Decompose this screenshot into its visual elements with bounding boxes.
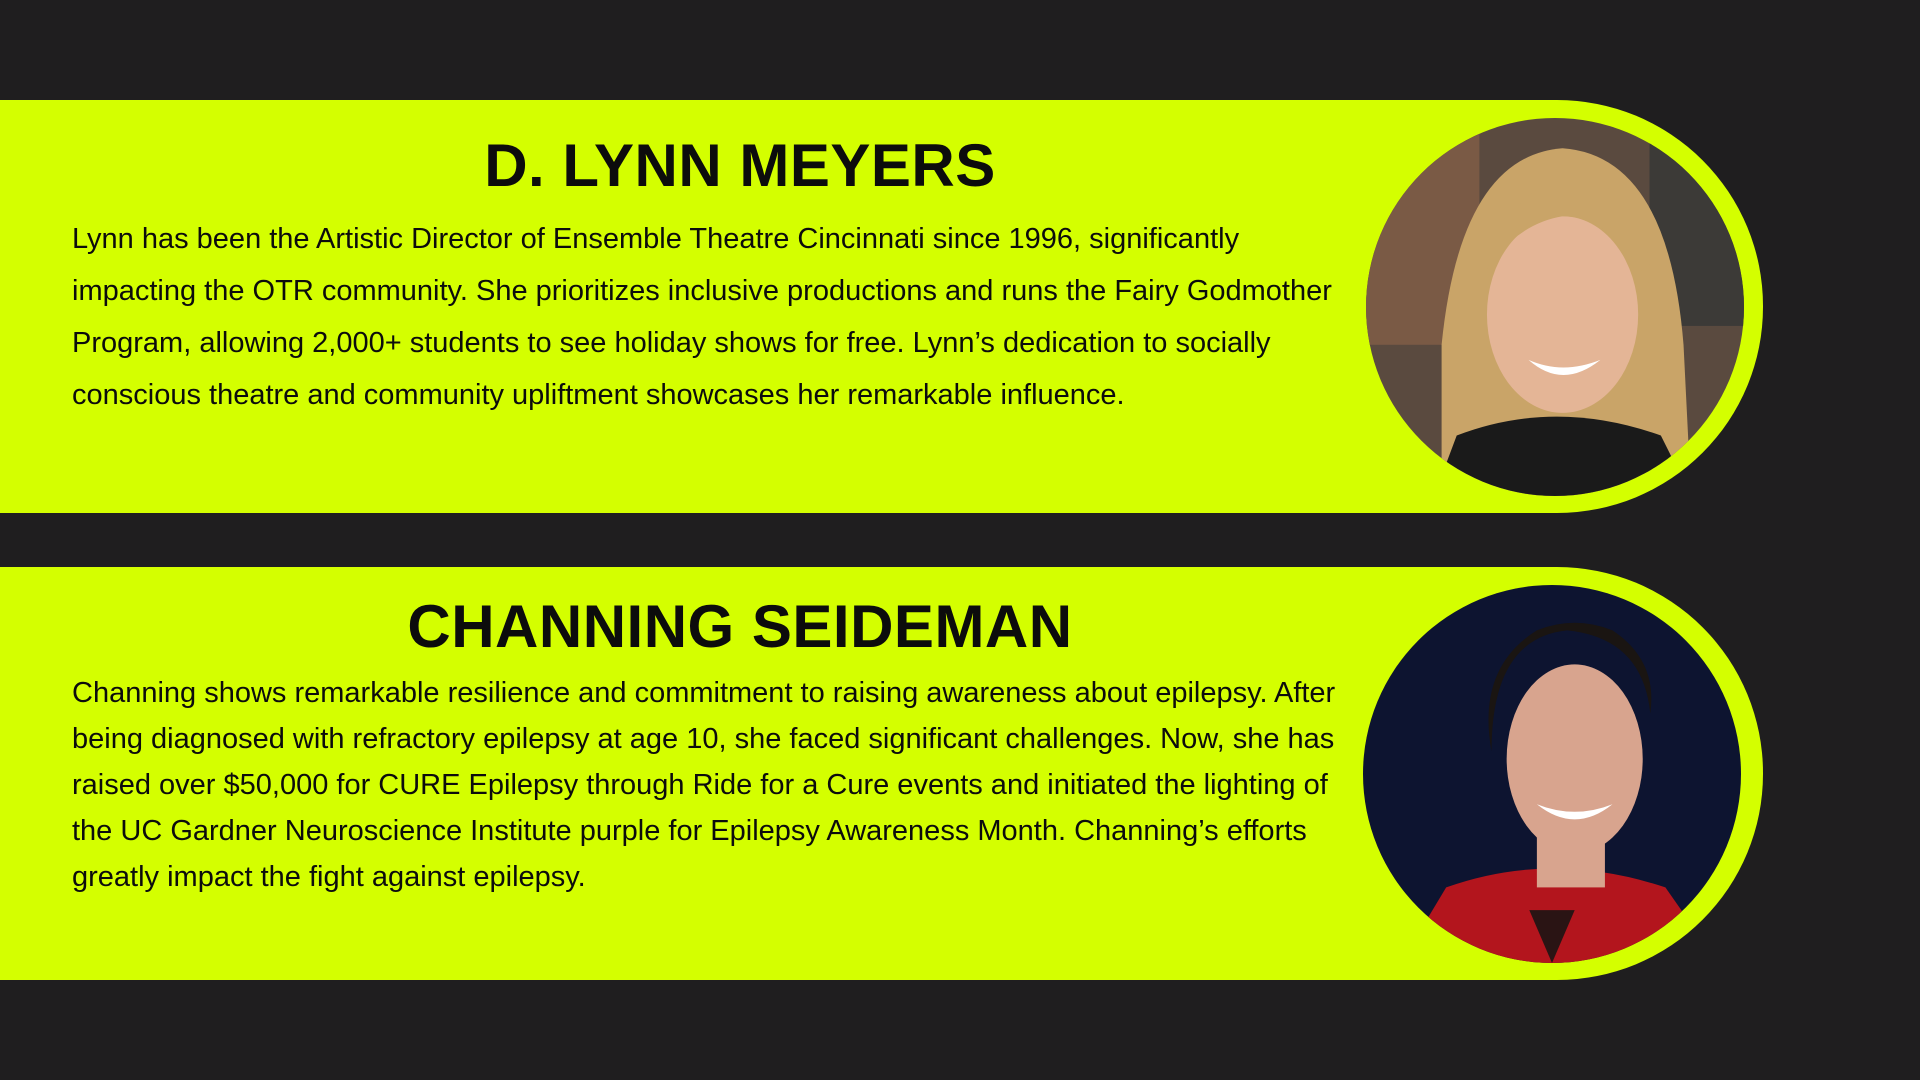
honoree-bio: Channing shows remarkable resilience and commitment to raising awareness about epilepsy. After being diagnosed with refractory epilepsy at age 10, she faced significant challenges. Now, she has raised over $50,000 for CURE Epilepsy through Ride for a Cure events and initiated the lighting of the UC Gardner Neuroscience Institute purple for Epilepsy Awareness Month. Channing’s efforts greatly impact the fight against epilepsy.	[72, 677, 1336, 893]
honoree-name: CHANNING SEIDEMAN	[407, 593, 1073, 660]
honoree-card-channing-seideman	[0, 567, 1763, 980]
honoree-photo	[1363, 585, 1741, 963]
honoree-card-lynn-meyers	[0, 100, 1763, 513]
honoree-bio: Lynn has been the Artistic Director of Ensemble Theatre Cincinnati since 1996, significantly impacting the OTR community. She prioritizes inclusive productions and runs the Fairy Godmother Program, allowing 2,000+ students to see holiday shows for free. Lynn’s dedication to socially conscious theatre and community upliftment showcases her remarkable influence.	[72, 223, 1332, 411]
honoree-name: D. LYNN MEYERS	[484, 132, 996, 199]
honoree-photo	[1366, 118, 1744, 496]
